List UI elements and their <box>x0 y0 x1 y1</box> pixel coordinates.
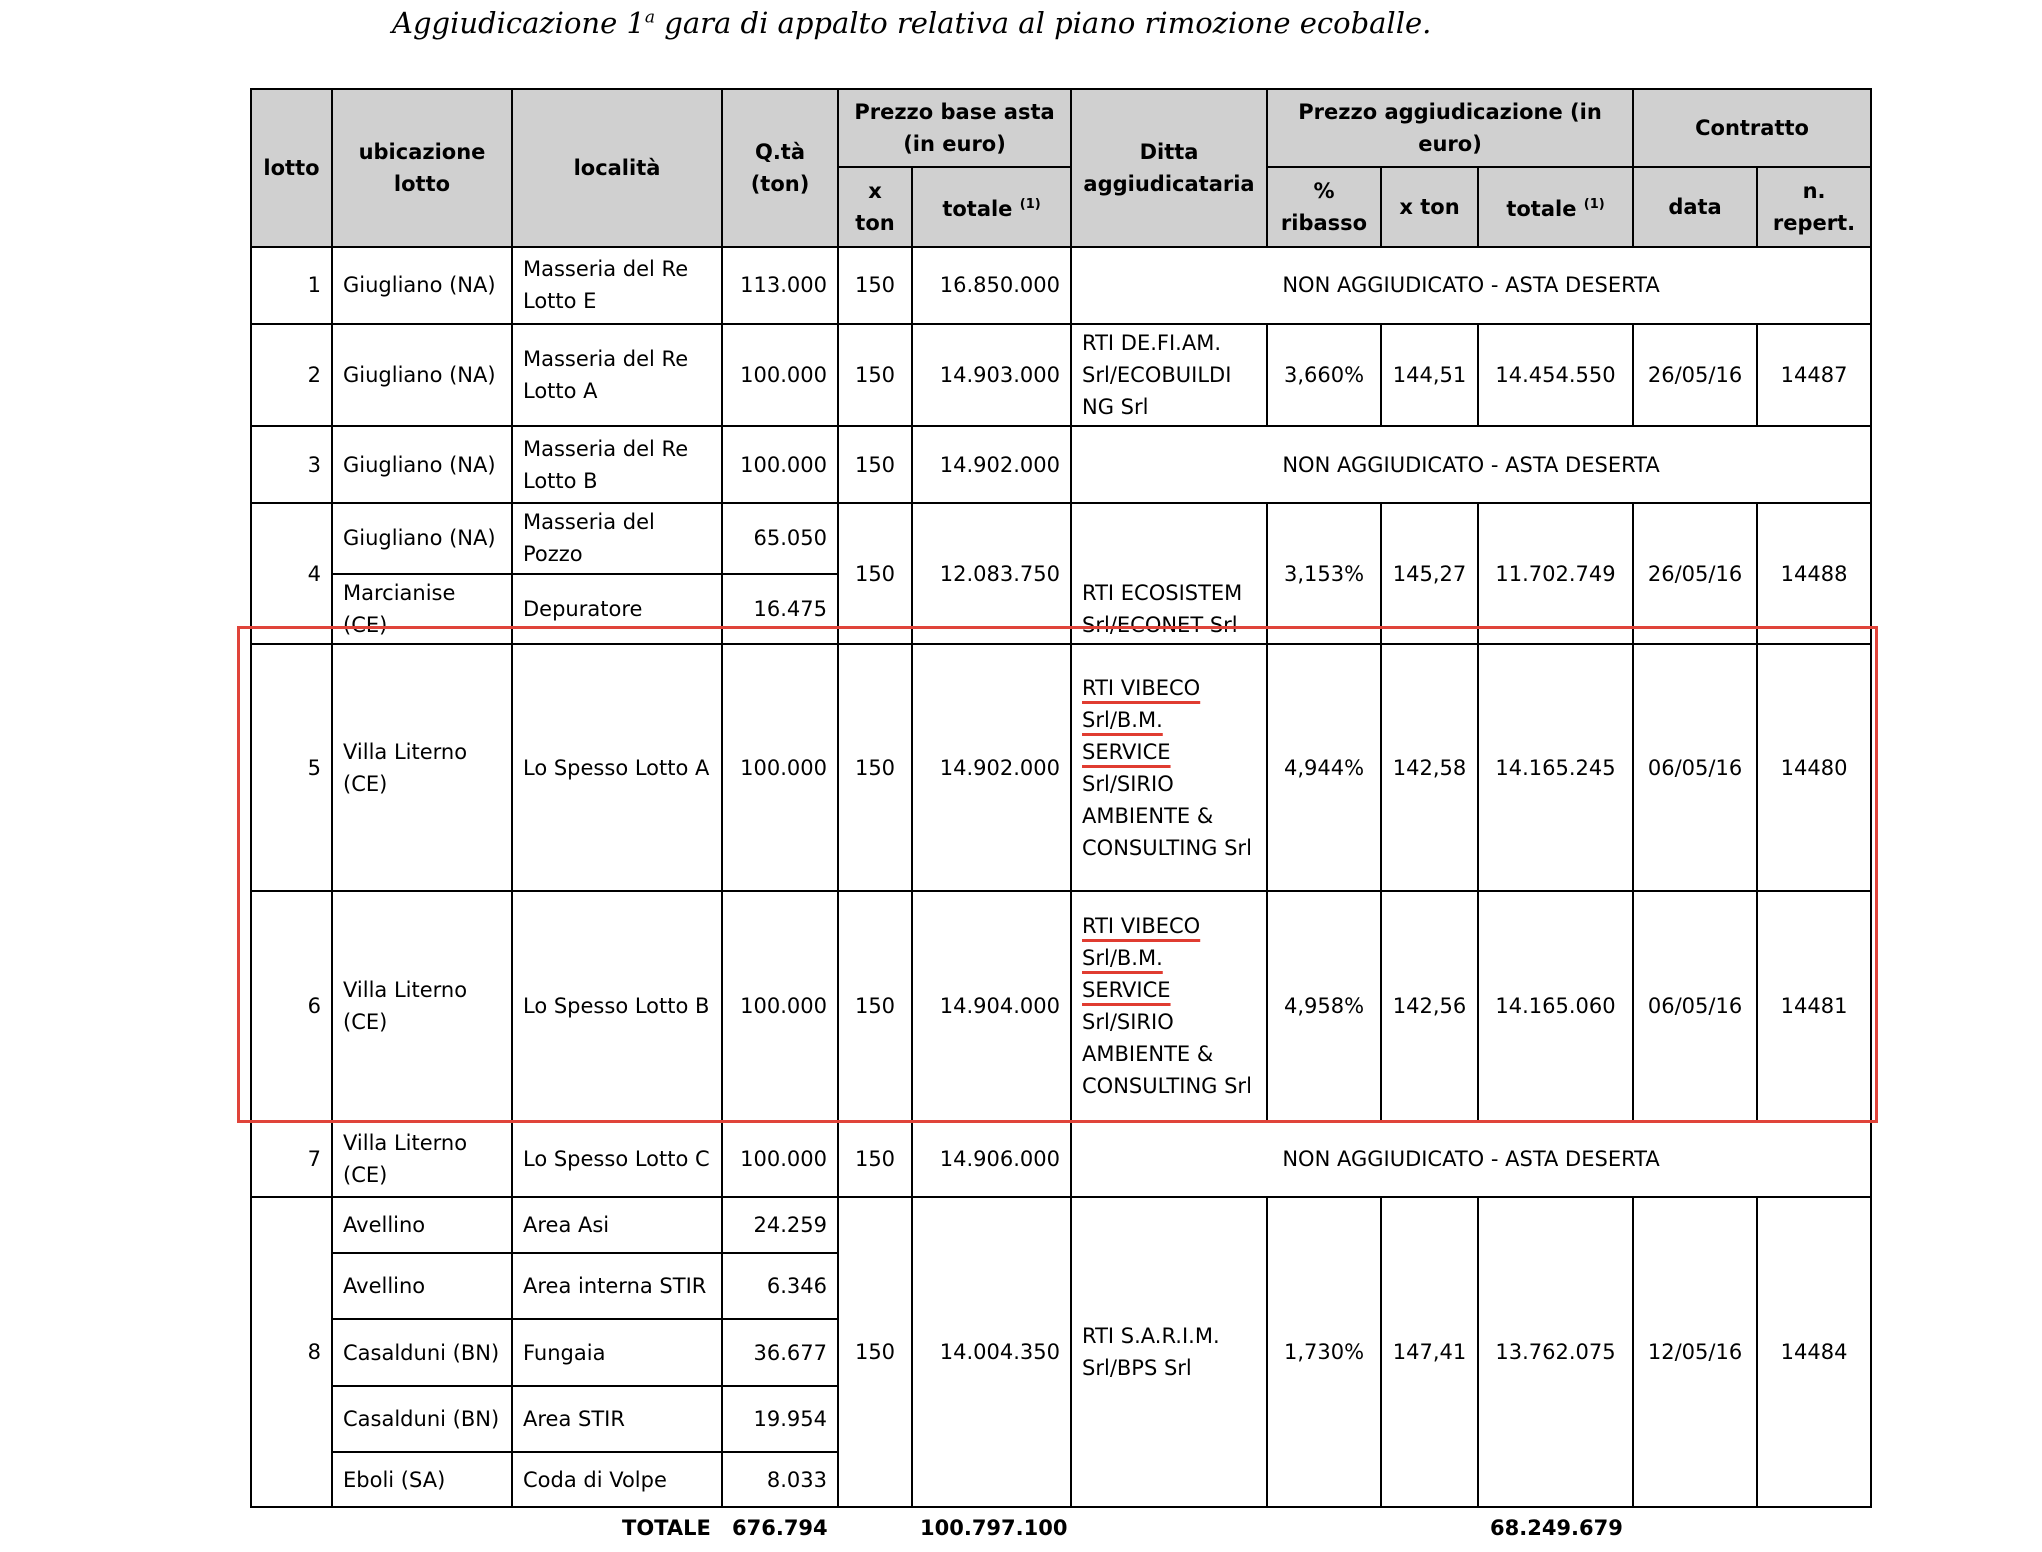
data-cell: 26/05/16 <box>1633 324 1757 427</box>
localita-cell: Lo Spesso Lotto B <box>512 891 722 1121</box>
qta-cell: 113.000 <box>722 247 838 324</box>
table-row <box>251 1197 1871 1252</box>
ubicazione-cell: Giugliano (NA) <box>332 324 512 427</box>
qta-cell: 8.033 <box>722 1452 838 1507</box>
ubicazione-cell: Eboli (SA) <box>332 1452 512 1507</box>
localita-cell: Area Asi <box>512 1197 722 1252</box>
table-row <box>251 503 1871 574</box>
header-prezzo-aggiudicazione: Prezzo aggiudicazione (in euro) <box>1267 89 1633 167</box>
ribasso-cell: 3,660% <box>1267 324 1381 427</box>
ubicazione-cell: Giugliano (NA) <box>332 426 512 503</box>
lotto-number: 2 <box>251 324 332 427</box>
localita-cell: Masseria del Re Lotto B <box>512 426 722 503</box>
ribasso-cell: 4,944% <box>1267 644 1381 891</box>
header-ribasso: % ribasso <box>1267 167 1381 247</box>
base-x-ton-cell: 150 <box>838 426 912 503</box>
qta-cell: 19.954 <box>722 1386 838 1453</box>
base-totale-cell: 14.902.000 <box>912 644 1071 891</box>
table-row <box>251 426 1871 503</box>
agg-x-ton-cell: 144,51 <box>1381 324 1478 427</box>
header-prezzo-base: Prezzo base asta (in euro) <box>838 89 1071 167</box>
base-x-ton-cell: 150 <box>838 503 912 644</box>
header-ditta: Ditta aggiudicataria <box>1071 89 1267 247</box>
status-cell: NON AGGIUDICATO - ASTA DESERTA <box>1071 247 1871 324</box>
ditta-cell: RTI VIBECO Srl/B.M. SERVICE Srl/SIRIO AMBIENTE & CONSULTING Srl <box>1071 891 1267 1121</box>
agg-totale-cell: 14.165.060 <box>1478 891 1633 1121</box>
ribasso-cell: 3,153% <box>1267 503 1381 644</box>
data-cell: 26/05/16 <box>1633 503 1757 644</box>
totals-qta: 676.794 <box>732 1516 828 1540</box>
header-ubicazione: ubicazione lotto <box>332 89 512 247</box>
repert-cell: 14484 <box>1757 1197 1871 1507</box>
qta-cell: 16.475 <box>722 574 838 645</box>
data-cell: 12/05/16 <box>1633 1197 1757 1507</box>
qta-cell: 24.259 <box>722 1197 838 1252</box>
table-row <box>251 891 1871 1121</box>
totals-base: 100.797.100 <box>920 1516 1068 1540</box>
underlined-company: RTI VIBECO Srl/B.M. SERVICE <box>1082 675 1201 764</box>
table-row <box>251 644 1871 891</box>
qta-cell: 100.000 <box>722 1121 838 1198</box>
base-totale-cell: 16.850.000 <box>912 247 1071 324</box>
lotto-number: 8 <box>251 1197 332 1507</box>
repert-cell: 14487 <box>1757 324 1871 427</box>
table-caption: Aggiudicazione 1$^a$ gara di appalto relativa al piano rimozione ecoballe. <box>392 6 1432 40</box>
header-lotto: lotto <box>251 89 332 247</box>
ubicazione-cell: Villa Literno (CE) <box>332 644 512 891</box>
localita-cell: Coda di Volpe <box>512 1452 722 1507</box>
localita-cell: Area STIR <box>512 1386 722 1453</box>
table-header <box>251 89 1871 247</box>
status-cell: NON AGGIUDICATO - ASTA DESERTA <box>1071 426 1871 503</box>
ubicazione-cell: Casalduni (BN) <box>332 1319 512 1386</box>
header-agg-totale: totale $^{(1)}$ <box>1478 167 1633 247</box>
base-x-ton-cell: 150 <box>838 1197 912 1507</box>
lotto-number: 3 <box>251 426 332 503</box>
header-data: data <box>1633 167 1757 247</box>
table-row <box>251 324 1871 427</box>
header-repert: n. repert. <box>1757 167 1871 247</box>
localita-cell: Lo Spesso Lotto A <box>512 644 722 891</box>
agg-totale-cell: 14.454.550 <box>1478 324 1633 427</box>
agg-totale-cell: 14.165.245 <box>1478 644 1633 891</box>
repert-cell: 14480 <box>1757 644 1871 891</box>
ubicazione-cell: Casalduni (BN) <box>332 1386 512 1453</box>
localita-cell: Masseria del Re Lotto A <box>512 324 722 427</box>
localita-cell: Fungaia <box>512 1319 722 1386</box>
agg-x-ton-cell: 142,56 <box>1381 891 1478 1121</box>
base-totale-cell: 14.903.000 <box>912 324 1071 427</box>
qta-cell: 100.000 <box>722 324 838 427</box>
base-x-ton-cell: 150 <box>838 324 912 427</box>
underlined-company: RTI VIBECO Srl/B.M. SERVICE <box>1082 913 1201 1002</box>
totals-aggiudicazione: 68.249.679 <box>1490 1516 1623 1540</box>
localita-cell: Masseria del Pozzo <box>512 503 722 574</box>
ditta-cell: RTI S.A.R.I.M. Srl/BPS Srl <box>1071 1197 1267 1507</box>
localita-cell: Lo Spesso Lotto C <box>512 1121 722 1198</box>
ubicazione-cell: Villa Literno (CE) <box>332 891 512 1121</box>
agg-totale-cell: 13.762.075 <box>1478 1197 1633 1507</box>
base-totale-cell: 14.902.000 <box>912 426 1071 503</box>
qta-cell: 100.000 <box>722 891 838 1121</box>
ubicazione-cell: Avellino <box>332 1253 512 1320</box>
ribasso-cell: 1,730% <box>1267 1197 1381 1507</box>
localita-cell: Masseria del Re Lotto E <box>512 247 722 324</box>
ribasso-cell: 4,958% <box>1267 891 1381 1121</box>
data-cell: 06/05/16 <box>1633 644 1757 891</box>
lotto-number: 1 <box>251 247 332 324</box>
base-x-ton-cell: 150 <box>838 247 912 324</box>
qta-cell: 65.050 <box>722 503 838 574</box>
agg-totale-cell: 11.702.749 <box>1478 503 1633 644</box>
qta-cell: 100.000 <box>722 644 838 891</box>
qta-cell: 100.000 <box>722 426 838 503</box>
tender-table <box>250 88 1872 1508</box>
repert-cell: 14481 <box>1757 891 1871 1121</box>
ubicazione-cell: Giugliano (NA) <box>332 503 512 574</box>
header-contratto: Contratto <box>1633 89 1871 167</box>
ditta-cell: RTI DE.FI.AM. Srl/ECOBUILDI NG Srl <box>1071 324 1267 427</box>
base-x-ton-cell: 150 <box>838 1121 912 1198</box>
header-localita: località <box>512 89 722 247</box>
totals-label: TOTALE <box>622 1516 711 1540</box>
base-x-ton-cell: 150 <box>838 891 912 1121</box>
ubicazione-cell: Villa Literno (CE) <box>332 1121 512 1198</box>
data-cell: 06/05/16 <box>1633 891 1757 1121</box>
localita-cell: Area interna STIR <box>512 1253 722 1320</box>
agg-x-ton-cell: 147,41 <box>1381 1197 1478 1507</box>
header-agg-x-ton: x ton <box>1381 167 1478 247</box>
repert-cell: 14488 <box>1757 503 1871 644</box>
table-row <box>251 247 1871 324</box>
base-x-ton-cell: 150 <box>838 644 912 891</box>
base-totale-cell: 14.906.000 <box>912 1121 1071 1198</box>
lotto-number: 5 <box>251 644 332 891</box>
table-row <box>251 1121 1871 1198</box>
lotto-number: 6 <box>251 891 332 1121</box>
ubicazione-cell: Giugliano (NA) <box>332 247 512 324</box>
header-base-totale: totale $^{(1)}$ <box>912 167 1071 247</box>
qta-cell: 6.346 <box>722 1253 838 1320</box>
localita-cell: Depuratore <box>512 574 722 645</box>
ditta-cell: RTI ECOSISTEM Srl/ECONET Srl <box>1071 503 1267 644</box>
qta-cell: 36.677 <box>722 1319 838 1386</box>
ubicazione-cell: Avellino <box>332 1197 512 1252</box>
header-qta: Q.tà (ton) <box>722 89 838 247</box>
ditta-cell: RTI VIBECO Srl/B.M. SERVICE Srl/SIRIO AMBIENTE & CONSULTING Srl <box>1071 644 1267 891</box>
agg-x-ton-cell: 145,27 <box>1381 503 1478 644</box>
lotto-number: 4 <box>251 503 332 644</box>
base-totale-cell: 14.004.350 <box>912 1197 1071 1507</box>
base-totale-cell: 12.083.750 <box>912 503 1071 644</box>
agg-x-ton-cell: 142,58 <box>1381 644 1478 891</box>
lotto-number: 7 <box>251 1121 332 1198</box>
base-totale-cell: 14.904.000 <box>912 891 1071 1121</box>
header-base-x-ton: x ton <box>838 167 912 247</box>
ubicazione-cell: Marcianise (CE) <box>332 574 512 645</box>
status-cell: NON AGGIUDICATO - ASTA DESERTA <box>1071 1121 1871 1198</box>
